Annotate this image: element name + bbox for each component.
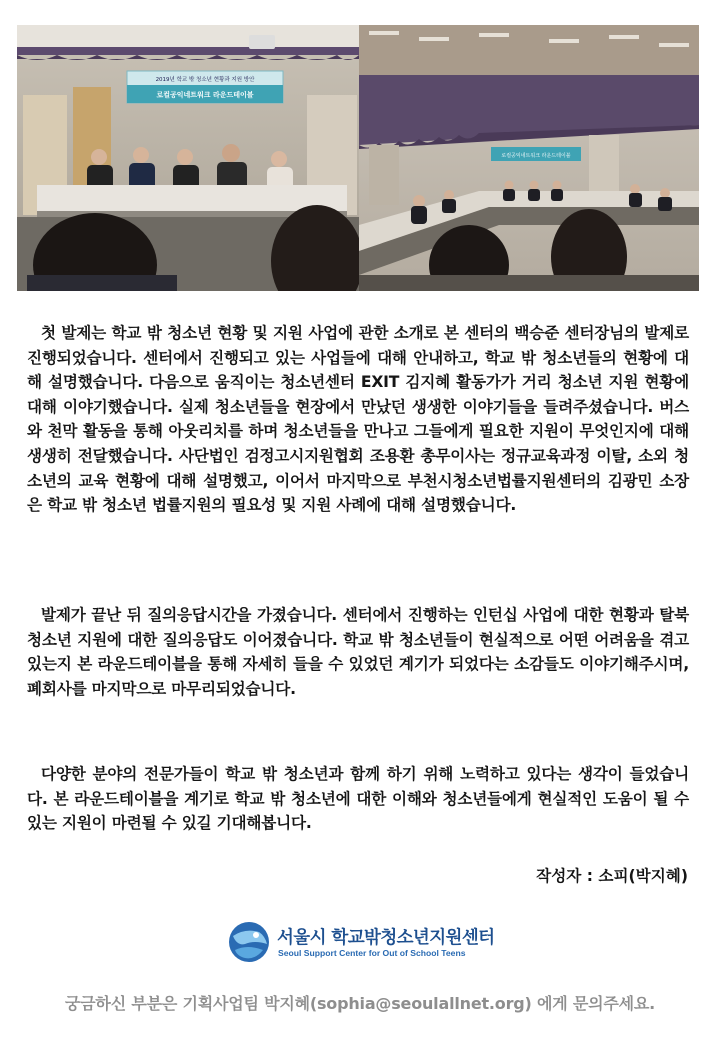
logo-name-english: Seoul Support Center for Out of School Teens bbox=[278, 948, 466, 958]
roundtable-photo-wide bbox=[359, 25, 699, 291]
roundtable-photo-front bbox=[17, 25, 359, 291]
author-credit: 작성자 : 소피(박지혜) bbox=[536, 867, 688, 885]
globe-logo-icon bbox=[225, 918, 273, 966]
contact-notice: 궁금하신 부분은 기획사업팀 박지혜(sophia@seoulallnet.org) 에게 문의주세요. bbox=[64, 994, 656, 1013]
organization-logo bbox=[225, 918, 500, 966]
article-paragraph-3: 다양한 분야의 전문가들이 학교 밖 청소년과 함께 하기 위해 노력하고 있다는 생각이 들었습니다. 본 라운드테이블을 계기로 학교 밖 청소년에 대한 이해와 청소년들에게 현실적인 도움이 될 수 있는 지원이 마련될 수 있길 기대해봅니다. bbox=[27, 765, 689, 833]
article-paragraph-1: 첫 발제는 학교 밖 청소년 현황 및 지원 사업에 관한 소개로 본 센터의 백승준 센터장님의 발제로 진행되었습니다. 센터에서 진행되고 있는 사업들에 대해 안내하고, 학교 밖 청소년들의 현황에 대해 설명했습니다. 다음으로 움직이는 청소년센터 EXIT 김지혜 활동가가 거리 청소년 지원 현황에 대해 이야기했습니다. 실제 청소년들을 현장에서 만났던 생생한 이야기들을 들려주셨습니다. 버스와 천막 활동을 통해 아웃리치를 하며 청소년들을 만나고 그들에게 필요한 지원이 무엇인지에 대해 생생히 전달했습니다. 사단법인 검정고시지원협회 조용환 총무이사는 정규교육과정 이탈, 소외 청소년의 교육 현황에 대해 설명했고, 이어서 마지막으로 부천시청소년법률지원센터의 김광민 소장은 학교 밖 청소년 법률지원의 필요성 및 지원 사례에 대해 설명했습니다. bbox=[27, 324, 689, 515]
banner-title: 로컬공익네트워크 라운드테이블 bbox=[156, 91, 254, 99]
banner-subtitle: 2019년 학교 밖 청소년 현황과 지원 방안 bbox=[155, 77, 255, 83]
article-paragraph-2: 발제가 끝난 뒤 질의응답시간을 가졌습니다. 센터에서 진행하는 인턴십 사업에 대한 현황과 탈북 청소년 지원에 대한 질의응답도 이어졌습니다. 학교 밖 청소년들이 현실적으로 어떤 어려움을 겪고 있는지 본 라운드테이블을 통해 자세히 들을 수 있었던 계기가 되었다는 소감들도 이야기해주시며, 폐회사를 마지막으로 마무리되었습니다. bbox=[27, 606, 689, 698]
logo-name-korean: 서울시 학교밖청소년지원센터 bbox=[277, 928, 495, 948]
banner-title-far: 로컬공익네트워크 라운드테이블 bbox=[501, 153, 571, 159]
